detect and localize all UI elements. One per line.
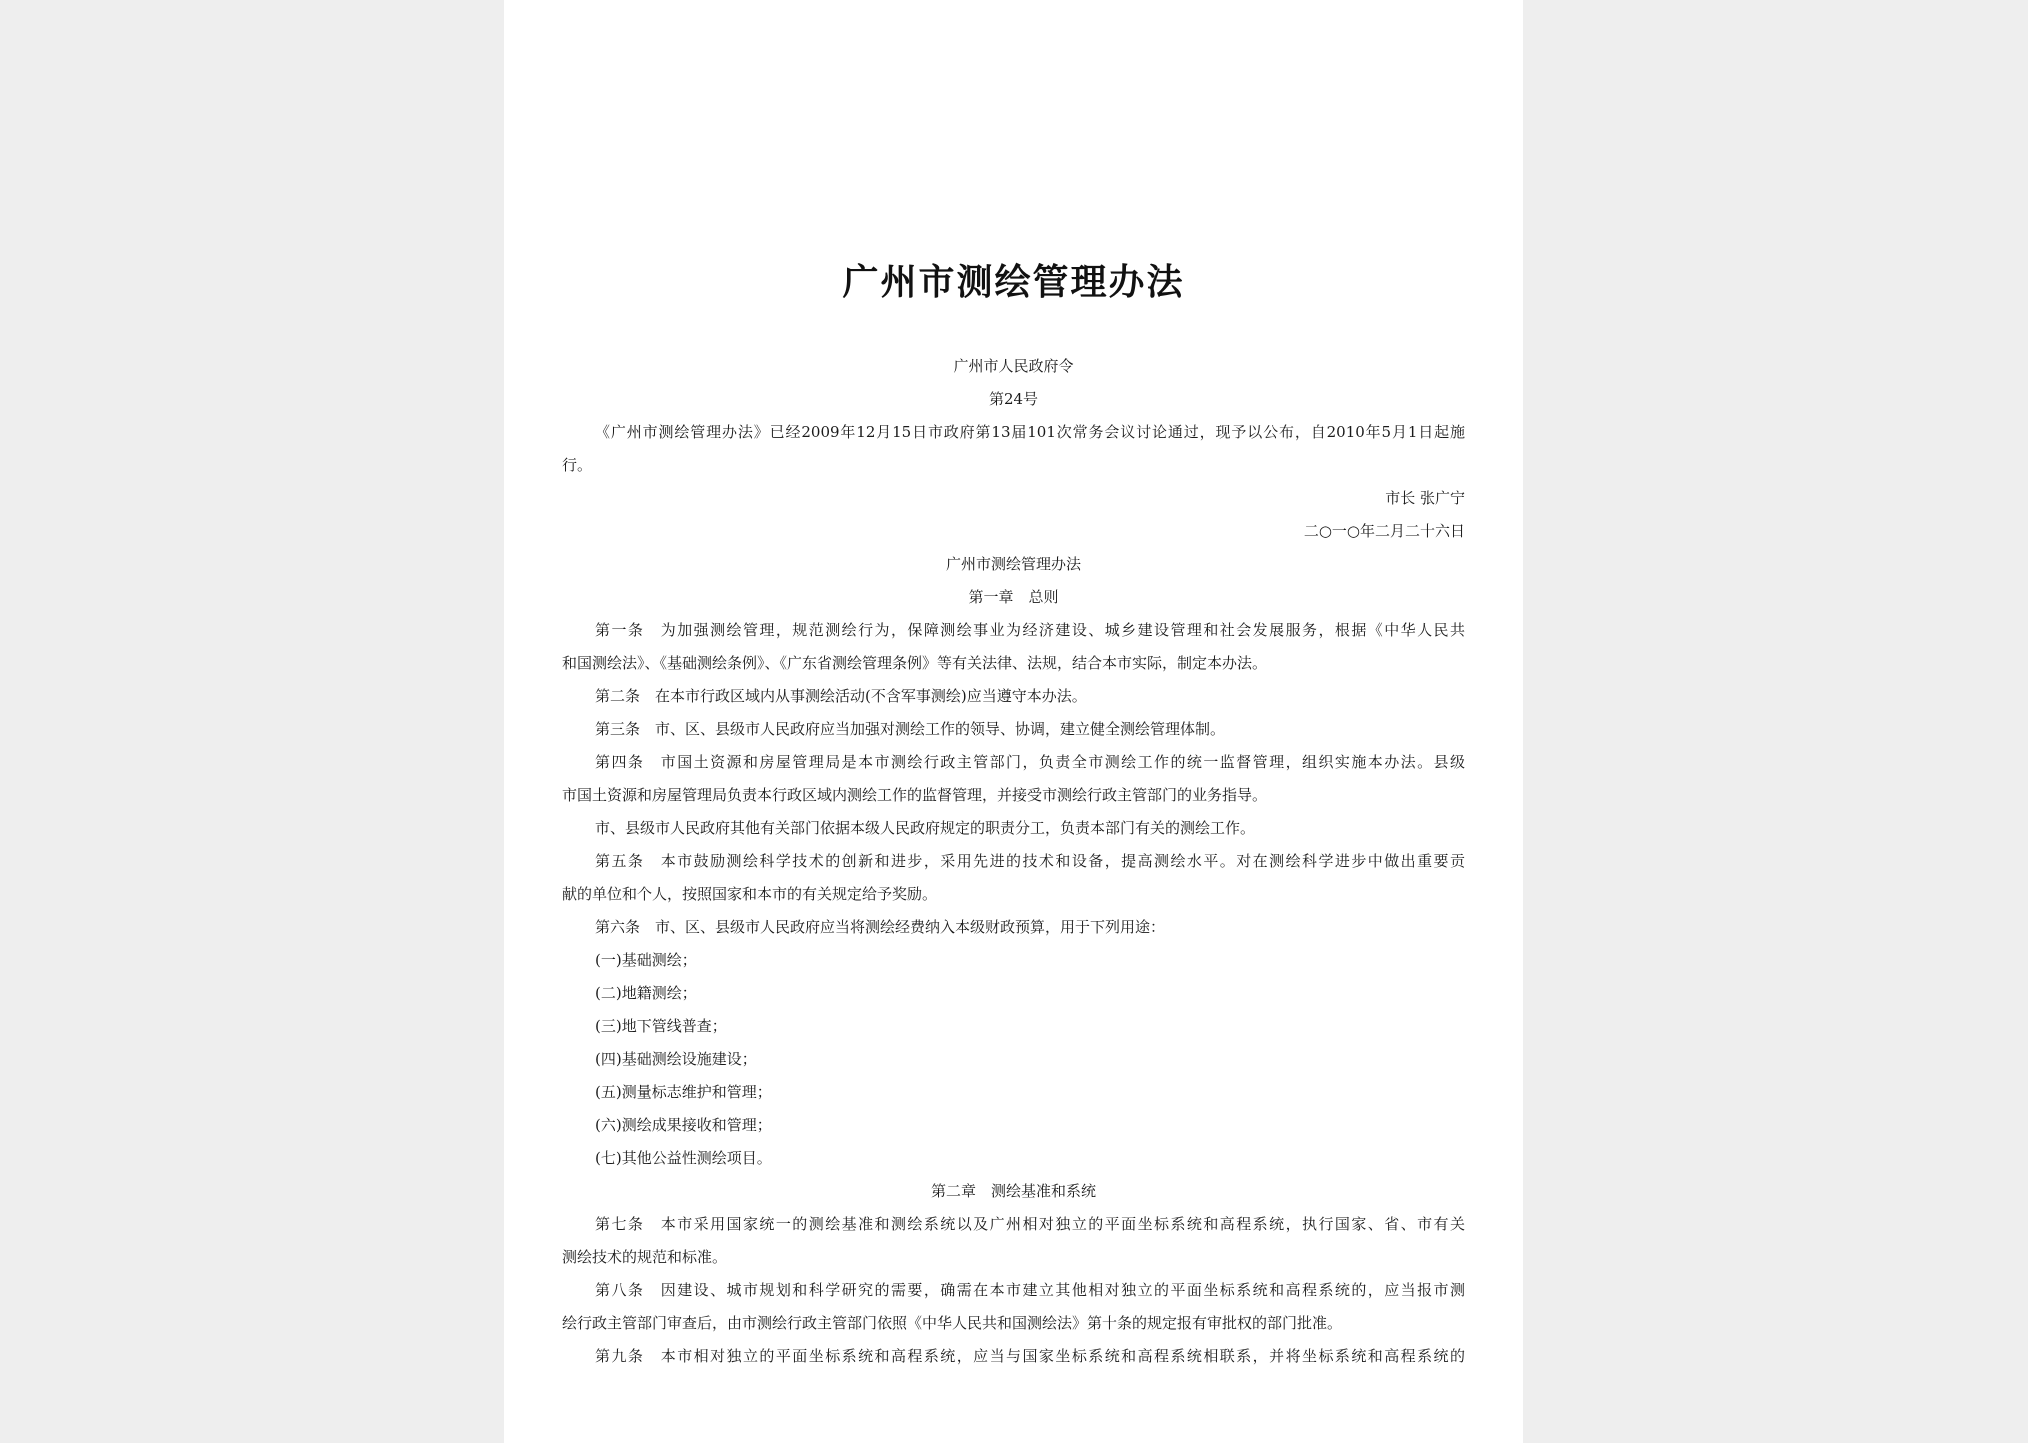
document-line: 第三条 市、区、县级市人民政府应当加强对测绘工作的领导、协调，建立健全测绘管理体制。	[595, 720, 1226, 738]
document-line: 第二条 在本市行政区域内从事测绘活动(不含军事测绘)应当遵守本办法。	[595, 687, 1087, 705]
document-line: 测绘技术的规范和标准。	[562, 1248, 728, 1266]
document-line: 二○一○年二月二十六日	[1303, 522, 1465, 540]
document-line: 市、县级市人民政府其他有关部门依据本级人民政府规定的职责分工，负责本部门有关的测绘工作。	[595, 819, 1256, 837]
document-body	[562, 350, 1465, 1373]
document-line: 第24号	[988, 390, 1039, 408]
document-line: (三)地下管线普查；	[595, 1017, 727, 1035]
document-line: (七)其他公益性测绘项目。	[595, 1149, 772, 1167]
document-line: (五)测量标志维护和管理；	[595, 1083, 772, 1101]
document-page	[504, 0, 1523, 1443]
document-line: (四)基础测绘设施建设；	[595, 1050, 757, 1068]
document-line: 献的单位和个人，按照国家和本市的有关规定给予奖励。	[562, 885, 938, 903]
document-line: 和国测绘法》、《基础测绘条例》、《广东省测绘管理条例》等有关法律、法规，结合本市实际，制定本办法。	[562, 654, 1268, 672]
document-line: 广州市测绘管理办法	[945, 555, 1081, 573]
document-line: 第五条 本市鼓励测绘科学技术的创新和进步，采用先进的技术和设备，提高测绘水平。对在测绘科学进步中做出重要贡	[595, 852, 1465, 870]
document-line: 市长 张广宁	[1385, 489, 1465, 507]
document-line: 第四条 市国土资源和房屋管理局是本市测绘行政主管部门，负责全市测绘工作的统一监督管理，组织实施本办法。县级	[595, 753, 1465, 771]
document-line: 第一章 总则	[968, 588, 1059, 606]
document-title: 广州市测绘管理办法	[842, 261, 1185, 303]
document-line: 第九条 本市相对独立的平面坐标系统和高程系统，应当与国家坐标系统和高程系统相联系，并将坐标系统和高程系统的	[595, 1347, 1465, 1365]
document-line: 第二章 测绘基准和系统	[930, 1182, 1096, 1200]
document-line: 第七条 本市采用国家统一的测绘基准和测绘系统以及广州相对独立的平面坐标系统和高程系统，执行国家、省、市有关	[595, 1215, 1465, 1233]
document-line: (二)地籍测绘；	[595, 984, 697, 1002]
document-line: 第八条 因建设、城市规划和科学研究的需要，确需在本市建立其他相对独立的平面坐标系统和高程系统的，应当报市测	[595, 1281, 1465, 1299]
document-line: 绘行政主管部门审查后，由市测绘行政主管部门依照《中华人民共和国测绘法》第十条的规定报有审批权的部门批准。	[562, 1314, 1343, 1332]
document-line: 第六条 市、区、县级市人民政府应当将测绘经费纳入本级财政预算，用于下列用途：	[595, 918, 1166, 936]
document-line: 行。	[562, 456, 593, 474]
document-line: 市国土资源和房屋管理局负责本行政区域内测绘工作的监督管理，并接受市测绘行政主管部门的业务指导。	[562, 786, 1268, 804]
document-line: (一)基础测绘；	[595, 951, 697, 969]
document-line: 《广州市测绘管理办法》已经2009年12月15日市政府第13届101次常务会议讨论通过，现予以公布，自2010年5月1日起施	[595, 423, 1465, 441]
document-line: 广州市人民政府令	[953, 357, 1074, 375]
document-line: 第一条 为加强测绘管理，规范测绘行为，保障测绘事业为经济建设、城乡建设管理和社会发展服务，根据《中华人民共	[595, 621, 1465, 639]
document-line: (六)测绘成果接收和管理；	[595, 1116, 772, 1134]
